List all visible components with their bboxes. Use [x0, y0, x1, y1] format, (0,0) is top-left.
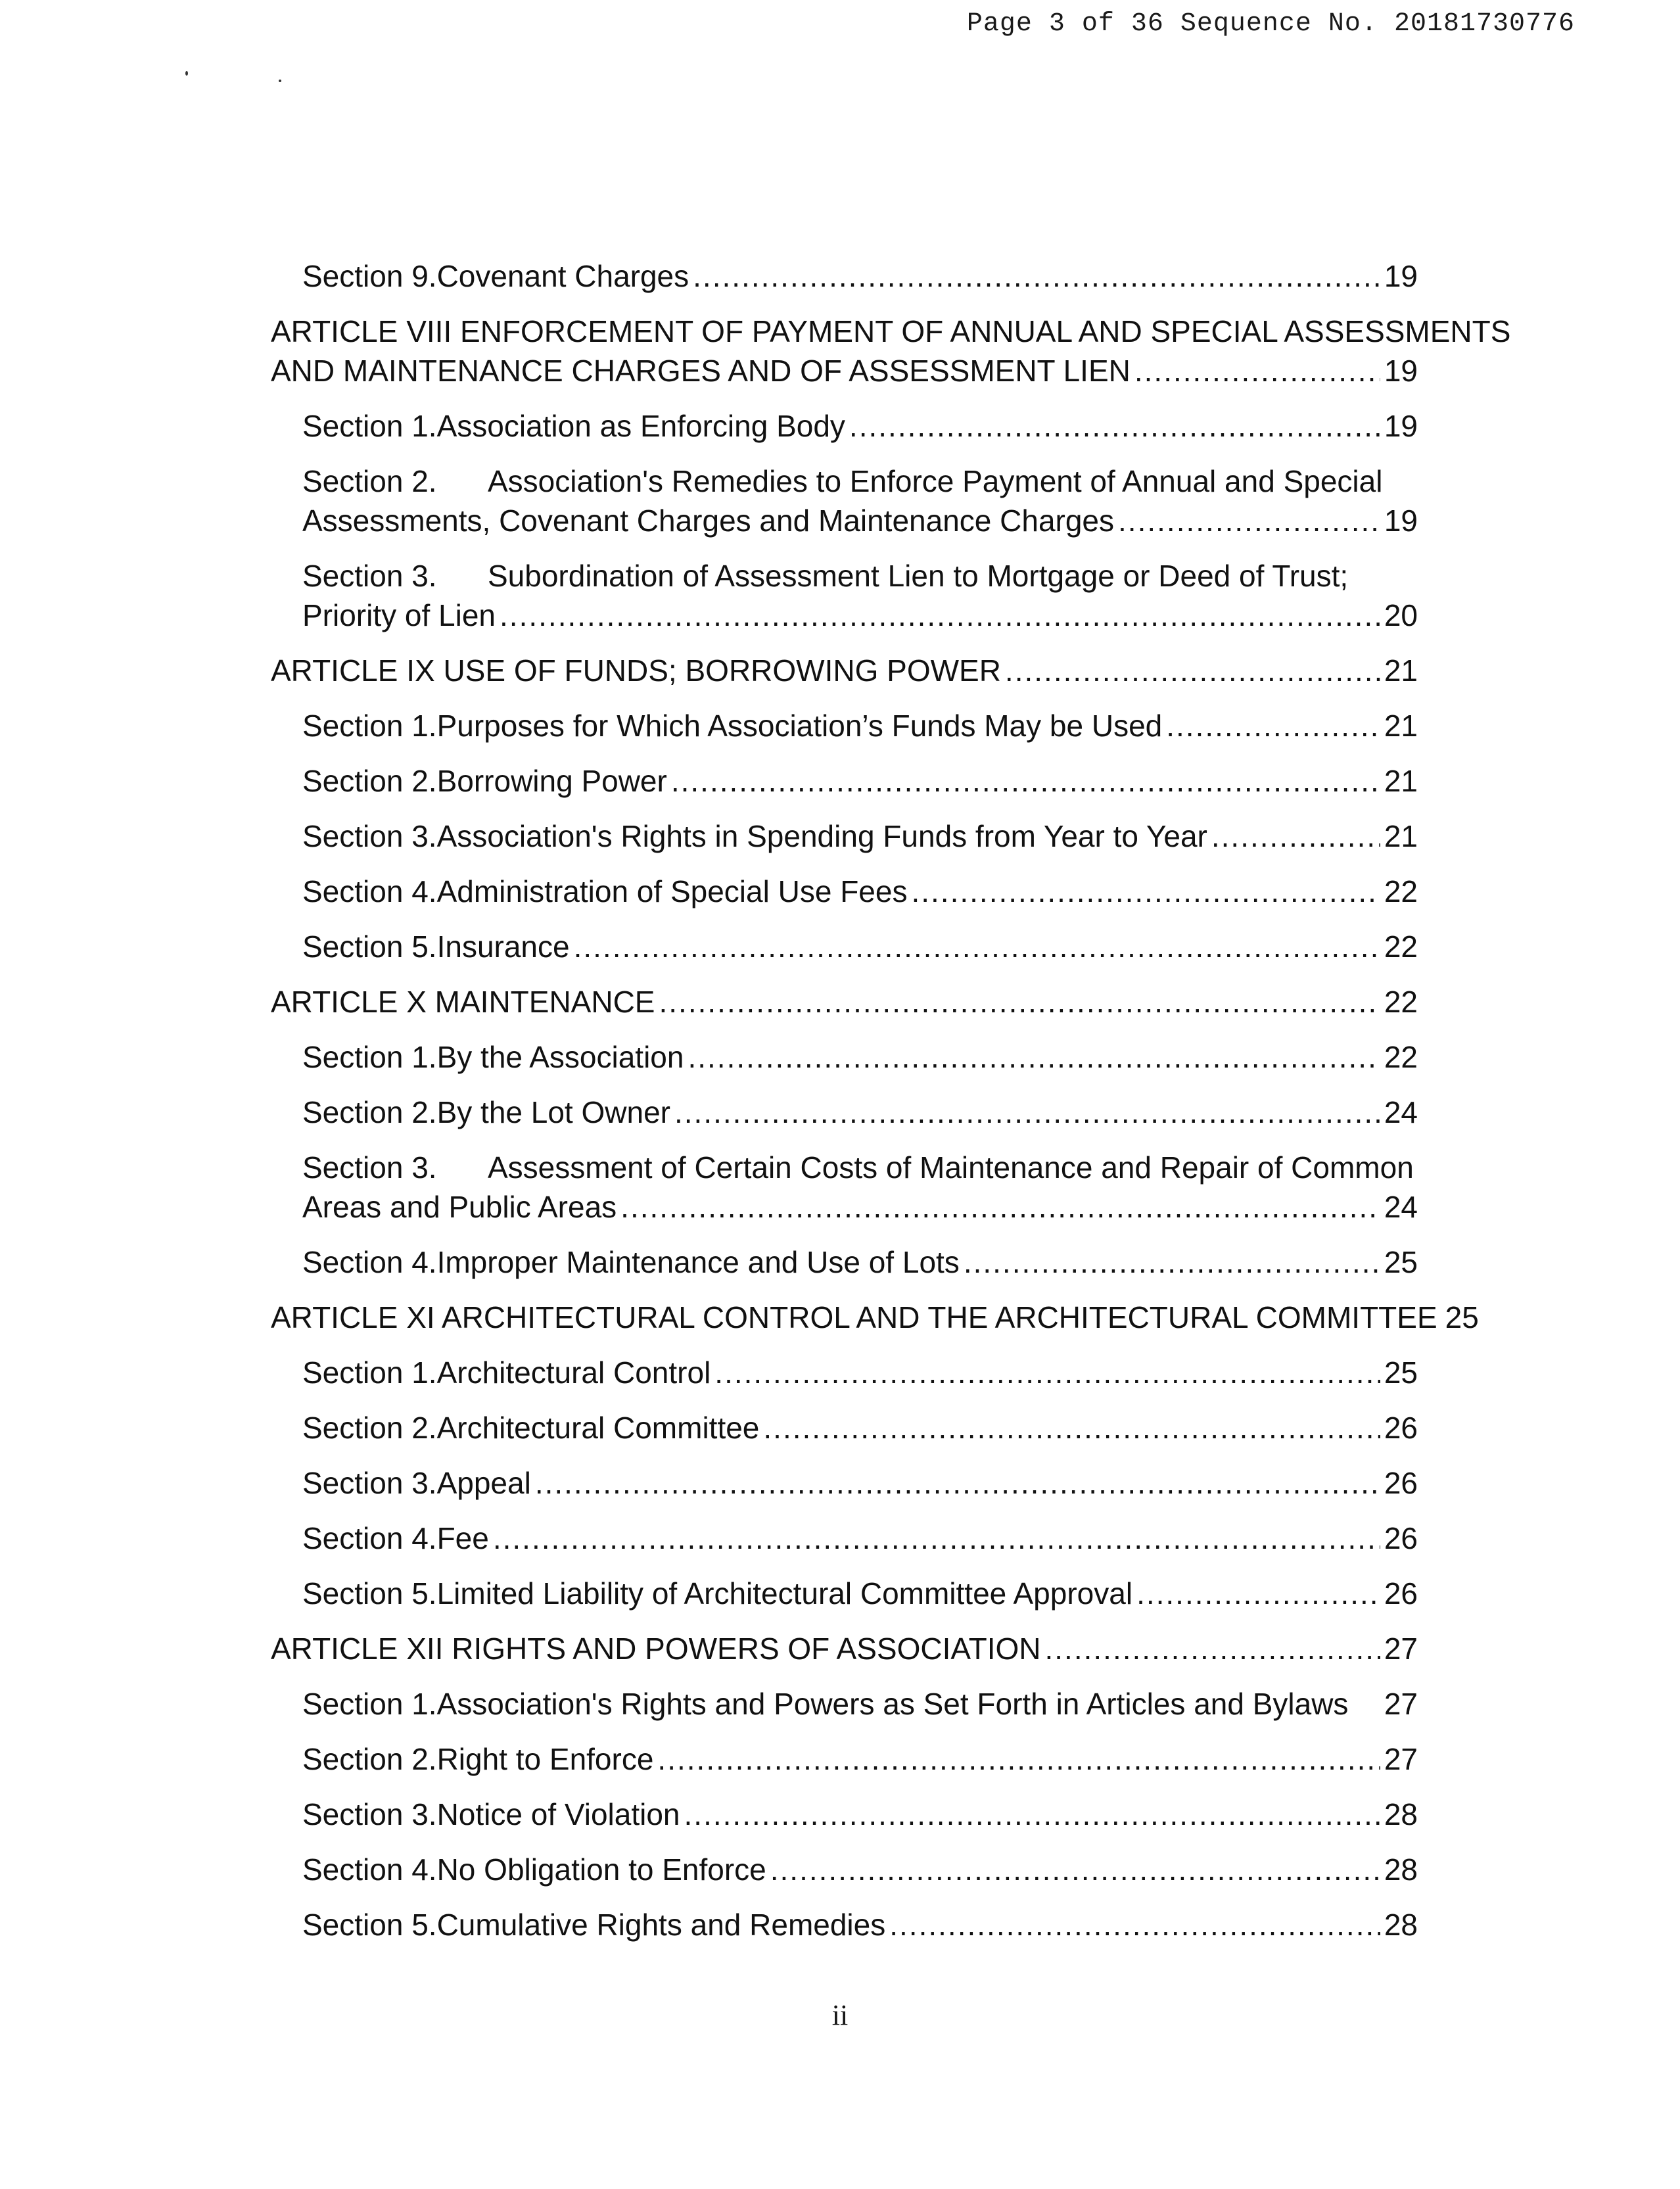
toc-article-entry: [271, 1298, 1479, 1337]
toc-dot-leader: [659, 982, 1380, 1022]
toc-entry-title: Architectural Committee: [436, 1411, 760, 1445]
toc-entry-line: [302, 1574, 1418, 1613]
toc-dot-leader: [1136, 1574, 1380, 1613]
toc-section-entry: [271, 1684, 1418, 1724]
toc-entry-title-line: [302, 461, 1418, 501]
toc-entry-title: Areas and Public Areas: [302, 1190, 617, 1224]
toc-section-number: Section 5.: [302, 1908, 437, 1942]
toc-entry-line: [302, 1037, 1418, 1077]
toc-page-number: 22: [1384, 1040, 1418, 1074]
toc-entry-line: [302, 706, 1418, 745]
toc-entry-title: Assessments, Covenant Charges and Maintenance Charges: [302, 504, 1115, 538]
toc-entry-line: [302, 501, 1418, 540]
toc-dot-leader: [770, 1850, 1380, 1889]
toc-section-number: Section 4.: [302, 1521, 437, 1555]
toc-entry-title: Priority of Lien: [302, 598, 496, 632]
toc-entry-line: [302, 1518, 1418, 1558]
scan-speck: [279, 80, 281, 82]
toc-entry-title: Association's Remedies to Enforce Payment of Annual and Special: [488, 464, 1383, 498]
toc-entry-title: Association's Rights in Spending Funds from Year to Year: [436, 819, 1207, 853]
toc-entry-title: By the Association: [436, 1040, 684, 1074]
toc-section-entry: [271, 816, 1418, 856]
table-of-contents: [271, 256, 1511, 1960]
toc-dot-leader: [657, 1739, 1380, 1779]
toc-section-number: Section 5.: [302, 930, 437, 964]
toc-entry-line: [302, 1463, 1418, 1503]
page-header: Page 3 of 36 Sequence No. 20181730776: [966, 9, 1575, 39]
toc-entry-title: Association as Enforcing Body: [436, 409, 845, 443]
toc-page-number: 24: [1384, 1095, 1418, 1129]
toc-entry-line: [302, 1905, 1418, 1944]
toc-page-number: 28: [1384, 1852, 1418, 1887]
toc-dot-leader: [688, 1037, 1380, 1077]
toc-page-number: 19: [1384, 259, 1418, 293]
toc-page-number: 26: [1384, 1411, 1418, 1445]
toc-entry-line: [302, 1684, 1418, 1724]
toc-page-number: 26: [1384, 1466, 1418, 1500]
toc-entry-line: [302, 1795, 1418, 1834]
toc-section-number: Section 3.: [302, 1797, 437, 1831]
toc-dot-leader: [671, 761, 1380, 801]
toc-section-entry: [271, 1463, 1418, 1503]
toc-entry-line: [302, 872, 1418, 911]
toc-page-number: 27: [1384, 1687, 1418, 1721]
toc-dot-leader: [964, 1242, 1380, 1282]
toc-entry-title: Purposes for Which Association’s Funds May be Used: [436, 709, 1163, 743]
toc-entry-title: Administration of Special Use Fees: [436, 874, 908, 908]
toc-entry-title: Borrowing Power: [436, 764, 667, 798]
toc-article-entry: [271, 1629, 1418, 1668]
toc-section-entry: [271, 256, 1418, 296]
toc-entry-line: [302, 596, 1418, 635]
toc-section-number: Section 3.: [302, 819, 437, 853]
toc-entry-title: Architectural Control: [436, 1355, 711, 1390]
toc-page-number: 27: [1384, 1632, 1418, 1666]
toc-entry-title: ARTICLE XI ARCHITECTURAL CONTROL AND THE ARCHITECTURAL COMMITTEE: [271, 1300, 1437, 1334]
toc-section-number: Section 3.: [302, 1150, 437, 1185]
toc-entry-title: Insurance: [436, 930, 570, 964]
toc-section-entry: [271, 927, 1418, 966]
toc-dot-leader: [1005, 651, 1380, 690]
toc-page-number: 22: [1384, 874, 1418, 908]
toc-entry-title: Assessment of Certain Costs of Maintenance and Repair of Common: [488, 1150, 1414, 1185]
toc-page-number: 22: [1384, 985, 1418, 1019]
toc-entry-title: ARTICLE X MAINTENANCE: [271, 985, 655, 1019]
toc-section-entry: [271, 1795, 1418, 1834]
toc-section-entry: [271, 1905, 1418, 1944]
toc-entry-title-line: [302, 1148, 1418, 1187]
toc-dot-leader: [849, 406, 1380, 446]
toc-entry-title: Notice of Violation: [436, 1797, 680, 1831]
toc-section-number: Section 4.: [302, 1852, 437, 1887]
toc-entry-title: Appeal: [436, 1466, 531, 1500]
toc-dot-leader: [493, 1518, 1380, 1558]
toc-entry-title: Right to Enforce: [436, 1742, 654, 1776]
toc-entry-line: [271, 651, 1418, 690]
toc-entry-line: [302, 1093, 1418, 1132]
toc-section-number: Section 1.: [302, 709, 437, 743]
toc-page-number: 25: [1445, 1300, 1479, 1334]
toc-section-number: Section 5.: [302, 1576, 437, 1611]
toc-section-entry: [271, 1574, 1418, 1613]
toc-entry-line: [271, 982, 1418, 1022]
toc-entry-line: [302, 1850, 1418, 1889]
toc-dot-leader: [1166, 706, 1380, 745]
toc-section-entry: [271, 1242, 1418, 1282]
toc-dot-leader: [535, 1463, 1380, 1503]
toc-entry-title-line: [302, 556, 1418, 596]
toc-page-number: 22: [1384, 930, 1418, 964]
toc-entry-line: [302, 927, 1418, 966]
toc-entry-title: AND MAINTENANCE CHARGES AND OF ASSESSMENT LIEN: [271, 354, 1131, 388]
toc-section-entry: [271, 406, 1418, 446]
toc-page-number: 20: [1384, 598, 1418, 632]
toc-page-number: 19: [1384, 354, 1418, 388]
toc-entry-title: Improper Maintenance and Use of Lots: [436, 1245, 960, 1279]
toc-section-entry: [271, 761, 1418, 801]
toc-entry-line: [302, 1242, 1418, 1282]
toc-entry-title: Subordination of Assessment Lien to Mortgage or Deed of Trust;: [488, 559, 1349, 593]
toc-page-number: 27: [1384, 1742, 1418, 1776]
toc-entry-title-line: [271, 312, 1511, 351]
toc-section-number: Section 1.: [302, 1355, 437, 1390]
toc-section-entry: [271, 1518, 1418, 1558]
toc-page-number: 26: [1384, 1576, 1418, 1611]
toc-section-number: Section 4.: [302, 1245, 437, 1279]
toc-section-entry: [271, 1739, 1418, 1779]
toc-dot-leader: [1118, 501, 1380, 540]
toc-section-entry: [271, 706, 1418, 745]
toc-dot-leader: [889, 1905, 1380, 1944]
toc-article-entry: [271, 312, 1511, 390]
toc-page-number: 21: [1384, 709, 1418, 743]
toc-page-number: 19: [1384, 409, 1418, 443]
toc-entry-line: [302, 1739, 1418, 1779]
toc-section-entry: [271, 1037, 1418, 1077]
toc-entry-title: Association's Rights and Powers as Set Forth in Articles and Bylaws: [436, 1687, 1349, 1721]
toc-entry-line: [302, 256, 1418, 296]
toc-entry-title: Covenant Charges: [436, 259, 689, 293]
toc-entry-title: ARTICLE VIII ENFORCEMENT OF PAYMENT OF ANNUAL AND SPECIAL ASSESSMENTS: [271, 314, 1511, 348]
toc-dot-leader: [1134, 351, 1380, 390]
toc-entry-line: [302, 1187, 1418, 1227]
toc-dot-leader: [911, 872, 1380, 911]
toc-entry-title: ARTICLE XII RIGHTS AND POWERS OF ASSOCIATION: [271, 1632, 1041, 1666]
toc-page-number: 19: [1384, 504, 1418, 538]
toc-entry-line: [302, 816, 1418, 856]
toc-section-number: Section 1.: [302, 1687, 437, 1721]
page-number: ii: [831, 1999, 849, 2031]
toc-entry-line: [302, 1353, 1418, 1392]
toc-page-number: 26: [1384, 1521, 1418, 1555]
toc-section-number: Section 2.: [302, 464, 437, 498]
toc-page-number: 25: [1384, 1355, 1418, 1390]
toc-page-number: 21: [1384, 819, 1418, 853]
toc-section-number: Section 2.: [302, 764, 437, 798]
toc-entry-title: By the Lot Owner: [436, 1095, 670, 1129]
toc-entry-line: [302, 406, 1418, 446]
toc-section-number: Section 1.: [302, 409, 437, 443]
toc-page-number: 21: [1384, 653, 1418, 688]
toc-dot-leader: [714, 1353, 1380, 1392]
toc-dot-leader: [1211, 816, 1380, 856]
toc-entry-line: [302, 1408, 1418, 1448]
scan-speck: [185, 71, 188, 76]
toc-entry-title: Limited Liability of Architectural Committee Approval: [436, 1576, 1133, 1611]
toc-entry-line: [302, 761, 1418, 801]
toc-section-entry: [271, 1850, 1418, 1889]
toc-section-entry: [271, 1093, 1418, 1132]
toc-page-number: 24: [1384, 1190, 1418, 1224]
toc-entry-line: [271, 1298, 1479, 1337]
toc-section-entry: [271, 461, 1418, 540]
toc-article-entry: [271, 982, 1418, 1022]
toc-page-number: 21: [1384, 764, 1418, 798]
toc-entry-line: [271, 351, 1418, 390]
toc-dot-leader: [620, 1187, 1380, 1227]
toc-dot-leader: [1045, 1629, 1380, 1668]
toc-page-number: 28: [1384, 1797, 1418, 1831]
toc-page-number: 25: [1384, 1245, 1418, 1279]
toc-entry-title: ARTICLE IX USE OF FUNDS; BORROWING POWER: [271, 653, 1001, 688]
toc-section-entry: [271, 1353, 1418, 1392]
toc-dot-leader: [500, 596, 1380, 635]
toc-page-number: 28: [1384, 1908, 1418, 1942]
toc-entry-title: Cumulative Rights and Remedies: [436, 1908, 886, 1942]
toc-dot-leader: [684, 1795, 1380, 1834]
toc-section-number: Section 2.: [302, 1742, 437, 1776]
toc-dot-leader: [763, 1408, 1380, 1448]
toc-entry-title: No Obligation to Enforce: [436, 1852, 766, 1887]
toc-dot-leader: [674, 1093, 1380, 1132]
toc-dot-leader: [574, 927, 1380, 966]
toc-section-number: Section 1.: [302, 1040, 437, 1074]
toc-section-number: Section 4.: [302, 874, 437, 908]
toc-section-entry: [271, 556, 1418, 635]
toc-article-entry: [271, 651, 1418, 690]
toc-section-number: Section 3.: [302, 559, 437, 593]
toc-section-number: Section 3.: [302, 1466, 437, 1500]
toc-section-number: Section 2.: [302, 1411, 437, 1445]
toc-section-entry: [271, 1148, 1418, 1227]
toc-section-entry: [271, 1408, 1418, 1448]
toc-section-number: Section 9.: [302, 259, 437, 293]
toc-entry-title: Fee: [436, 1521, 489, 1555]
toc-dot-leader: [693, 256, 1380, 296]
toc-section-entry: [271, 872, 1418, 911]
toc-entry-line: [271, 1629, 1418, 1668]
toc-section-number: Section 2.: [302, 1095, 437, 1129]
